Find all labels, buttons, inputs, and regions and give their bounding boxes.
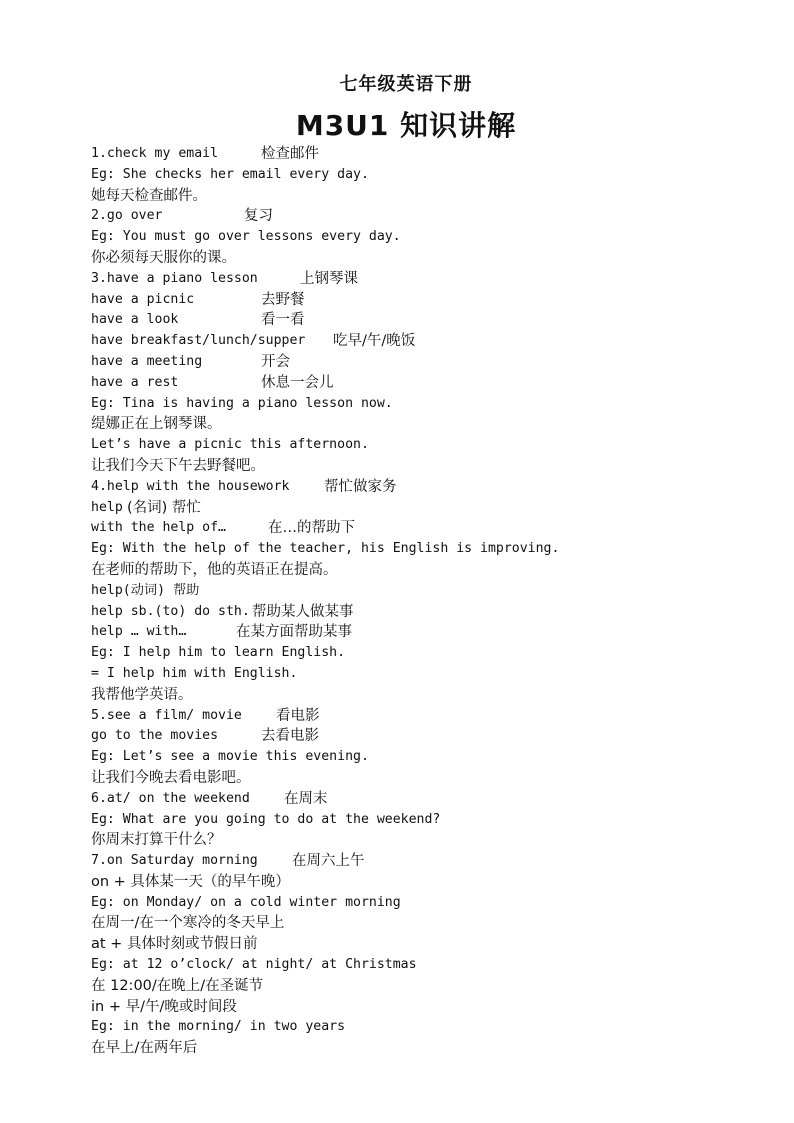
- line-english-text: Eg: at 12 o’clock/ at night/ at Christmas: [91, 957, 417, 973]
- document-line: [91, 643, 771, 664]
- document-line: [91, 789, 771, 810]
- line-chinese-text: 帮忙做家务: [324, 478, 397, 495]
- line-english-text: Eg: I help him to learn English.: [91, 645, 346, 661]
- line-chinese-text: 上钢琴课: [300, 270, 358, 287]
- document-line: [91, 1038, 771, 1059]
- document-line: [91, 872, 771, 893]
- document-line: [91, 726, 771, 747]
- line-english-text: have a rest: [91, 374, 179, 390]
- document-line: [91, 913, 771, 934]
- document-line: [91, 810, 771, 831]
- document-line: [91, 290, 771, 311]
- document-line: [91, 830, 771, 851]
- line-english-text: 1.check my email: [91, 146, 219, 161]
- document-line: [91, 186, 771, 207]
- document-line: [91, 768, 771, 789]
- line-english-text: help … with…: [91, 624, 187, 640]
- line-english-text: 5.see a film/ movie: [91, 707, 242, 723]
- line-english-text: Let’s have a picnic this afternoon.: [91, 437, 369, 453]
- line-chinese-text: 检查邮件: [261, 146, 319, 162]
- line-english-text: Eg: With the help of the teacher, his English is improving.: [91, 541, 560, 557]
- line-chinese-text: 你周末打算干什么？: [91, 832, 222, 849]
- document-line: [91, 394, 771, 415]
- line-chinese-text: 在 12:00/在晚上/在圣诞节: [91, 977, 264, 994]
- document-line: [91, 373, 771, 394]
- line-english-text: have breakfast/lunch/supper: [91, 333, 306, 349]
- document-title: M3U1 知识讲解: [295, 109, 517, 142]
- line-english-text: with the help of…: [91, 520, 226, 536]
- document-line: [91, 747, 771, 768]
- document-line: [91, 498, 771, 519]
- line-english-text: have a picnic: [91, 291, 195, 307]
- line-chinese-text: 看电影: [276, 707, 320, 724]
- line-chinese-text: 去看电影: [261, 728, 319, 745]
- line-chinese-text: 我帮他学英语。: [91, 686, 193, 703]
- document-line: [91, 976, 771, 997]
- line-chinese-text: in + 早/午/晚或时间段: [91, 998, 237, 1015]
- document-line: [91, 560, 771, 581]
- document-line: [91, 851, 771, 872]
- line-chinese-text: 吃早/午/晚饭: [333, 333, 416, 350]
- document-line: [91, 622, 771, 643]
- document-line: [91, 706, 771, 727]
- line-chinese-text: 在周六上午: [292, 853, 365, 870]
- document-line: [91, 997, 771, 1018]
- line-english-text: Eg: She checks her email every day.: [91, 166, 369, 182]
- document-line: [91, 331, 771, 352]
- line-chinese-text: 让我们今天下午去野餐吧。: [91, 457, 265, 474]
- line-english-text: = I help him with English.: [91, 665, 298, 681]
- document-subtitle: 七年级英语下册: [339, 74, 473, 95]
- line-english-text: 2.go over: [91, 208, 163, 224]
- line-english-text: Eg: in the morning/ in two years: [91, 1019, 346, 1035]
- document-line: [91, 664, 771, 685]
- line-english-text: Eg: on Monday/ on a cold winter morning: [91, 894, 401, 910]
- document-line: [91, 227, 771, 248]
- document-line: [91, 893, 771, 914]
- line-english-text: Eg: Tina is having a piano lesson now.: [91, 395, 393, 411]
- document-line: [91, 518, 771, 539]
- line-english-text: have a meeting: [91, 353, 203, 369]
- line-english-text: help sb.(to) do sth.: [91, 603, 250, 619]
- document-line: [91, 456, 771, 477]
- line-chinese-text: 去野餐: [261, 291, 305, 308]
- line-chinese-text: 她每天检查邮件。: [91, 187, 207, 204]
- line-english-text: 3.have a piano lesson: [91, 270, 258, 286]
- line-chinese-text: 缇娜正在上钢琴课。: [91, 416, 222, 433]
- line-english-text: go to the movies: [91, 728, 219, 744]
- line-english-text: Eg: What are you going to do at the weekend?: [91, 811, 441, 827]
- document-line: [91, 955, 771, 976]
- line-chinese-text: 休息一会儿: [261, 374, 334, 391]
- document-line: [91, 435, 771, 456]
- line-english-text: help(动词) 帮助: [91, 582, 200, 598]
- line-english-text: 6.at/ on the weekend: [91, 790, 250, 806]
- document-line: [91, 269, 771, 290]
- line-english-text: help: [91, 499, 123, 515]
- document-line: [91, 602, 771, 623]
- document-line: [91, 165, 771, 186]
- line-chinese-text: 在…的帮助下: [268, 520, 355, 537]
- line-chinese-text: at + 具体时刻或节假日前: [91, 936, 258, 953]
- line-chinese-text: 在周一/在一个寒冷的冬天早上: [91, 915, 285, 932]
- document-line: [91, 206, 771, 227]
- document-line: [91, 685, 771, 706]
- line-chinese-text: 复习: [244, 208, 273, 225]
- line-english-text: have a look: [91, 312, 179, 328]
- document-line: [91, 248, 771, 269]
- line-chinese-text: 在老师的帮助下，他的英语正在提高。: [91, 561, 338, 578]
- line-chinese-text: 开会: [261, 353, 290, 370]
- line-english-text: Eg: You must go over lessons every day.: [91, 229, 401, 245]
- line-chinese-text: 你必须每天服你的课。: [91, 249, 236, 266]
- document-line: [91, 352, 771, 373]
- document-line: [91, 414, 771, 435]
- document-line: [91, 1017, 771, 1038]
- document-line: [91, 144, 771, 165]
- line-english-text: 4.help with the housework: [91, 478, 290, 494]
- line-chinese-text: on + 具体某一天（的早午晚）: [91, 873, 290, 890]
- line-english-text: Eg: Let’s see a movie this evening.: [91, 749, 369, 765]
- line-chinese-text: 在某方面帮助某事: [236, 624, 352, 641]
- document-body: [91, 144, 771, 1059]
- line-chinese-text: 帮助某人做某事: [252, 603, 354, 620]
- line-english-text: 7.on Saturday morning: [91, 853, 258, 869]
- document-line: [91, 310, 771, 331]
- line-chinese-text: 看一看: [261, 312, 305, 329]
- document-line: [91, 934, 771, 955]
- line-chinese-text: 在早上/在两年后: [91, 1040, 198, 1057]
- line-chinese-text: (名词) 帮忙: [127, 499, 201, 516]
- document-line: [91, 539, 771, 560]
- line-chinese-text: 让我们今晚去看电影吧。: [91, 769, 251, 786]
- document-line: [91, 477, 771, 498]
- document-line: [91, 581, 771, 602]
- line-chinese-text: 在周末: [284, 790, 328, 807]
